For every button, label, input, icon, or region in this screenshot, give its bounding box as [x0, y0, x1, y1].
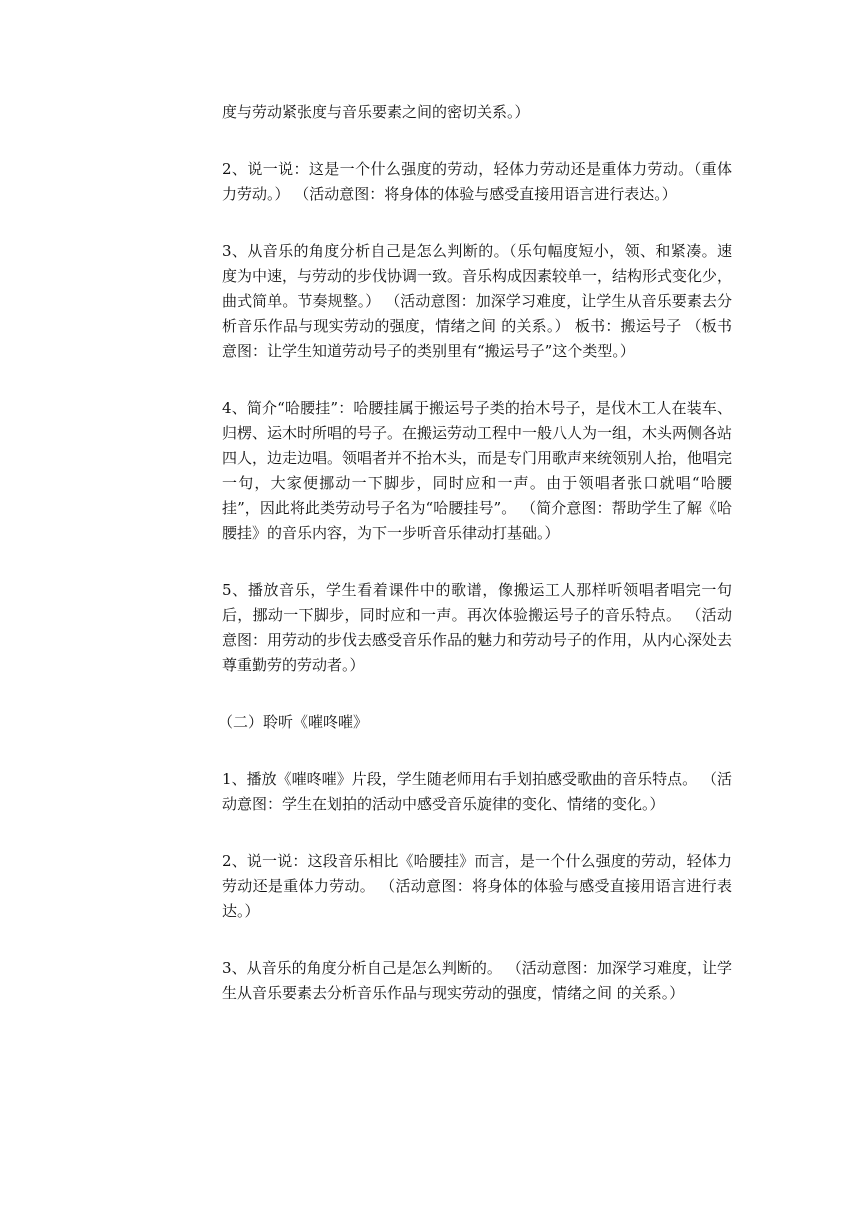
paragraph-item-2: 2、说一说：这是一个什么强度的劳动，轻体力劳动还是重体力劳动。（重体力劳动。） （活动意图：将身体的体验与感受直接用语言进行表达。） [222, 160, 732, 203]
paragraph-continuation: 度与劳动紧张度与音乐要素之间的密切关系。） [222, 103, 530, 121]
document-body [218, 100, 733, 1038]
paragraph-item-5: 5、播放音乐，学生看着课件中的歌谱，像搬运工人那样听领唱者唱完一句后，挪动一下脚步，同时应和一声。再次体验搬运号子的音乐特点。 （活动意图：用劳动的步伐去感受音乐作品的魅力和劳动号子的作用，从内心深处去尊重勤劳的劳动者。） [222, 581, 733, 674]
paragraph-item-1b: 1、播放《嗺咚嗺》片段，学生随老师用右手划拍感受歌曲的音乐特点。 （活动意图：学生在划拍的活动中感受音乐旋律的变化、情绪的变化。） [222, 770, 732, 813]
paragraph-item-3: 3、从音乐的角度分析自己是怎么判断的。（乐句幅度短小，领、和紧凑。速度为中速，与劳动的步伐协调一致。音乐构成因素较单一，结构形式变化少，曲式简单。节奏规整。） （活动意图：加深学习难度，让学生从音乐要素去分析音乐作品与现实劳动的强度，情绪之间 的关系。） 板书：搬运号子 （板书意图：让学生知道劳动号子的类别里有“搬运号子”这个类型。） [222, 242, 733, 360]
paragraph-item-4: 4、简介“哈腰挂”：哈腰挂属于搬运号子类的抬木号子，是伐木工人在装车、归楞、运木时所唱的号子。在搬运劳动工程中一般八人为一组，木头两侧各站四人，边走边唱。领唱者并不抬木头，而是专门用歌声来统领别人抬，他唱完一句，大家便挪动一下脚步，同时应和一声。由于领唱者张口就唱“哈腰挂”，因此将此类劳动号子名为“哈腰挂号”。 （简介意图：帮助学生了解《哈腰挂》的音乐内容，为下一步听音乐律动打基础。） [222, 399, 733, 542]
paragraph-item-2b: 2、说一说：这段音乐相比《哈腰挂》而言，是一个什么强度的劳动，轻体力劳动还是重体力劳动。 （活动意图：将身体的体验与感受直接用语言进行表达。） [222, 852, 732, 920]
section-heading: （二）聆听《嗺咚嗺》 [218, 713, 369, 731]
paragraph-item-3b: 3、从音乐的角度分析自己是怎么判断的。 （活动意图：加深学习难度，让学生从音乐要素去分析音乐作品与现实劳动的强度，情绪之间 的关系。） [222, 959, 732, 1002]
